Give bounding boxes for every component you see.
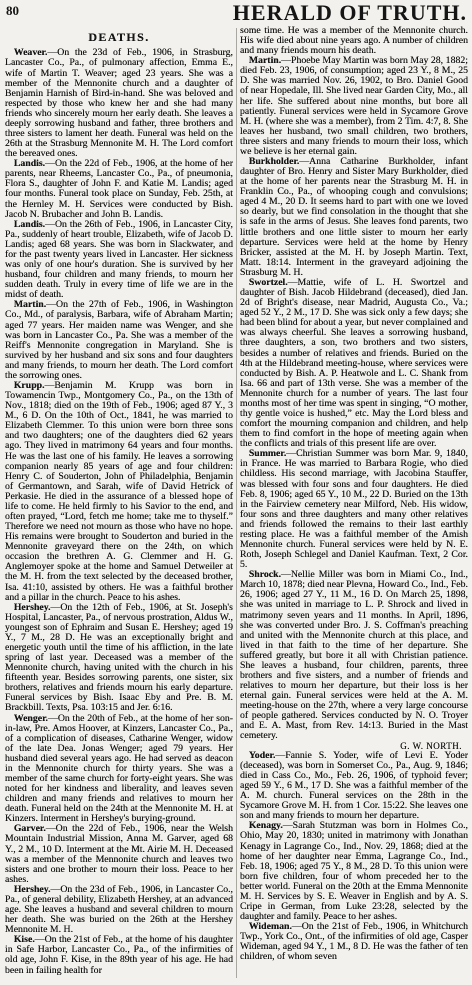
obituary-hershey-aldus — [5, 603, 233, 714]
obituary-yoder — [240, 751, 468, 822]
entry-surname: Yoder. — [248, 749, 276, 761]
entry-text: —On the 21st of Feb., at the home of his daughter in Safe Harbor, Lancaster Co., Pa., of the infirmities of old age, John F. Kise, in the 89th year of his age. He had been in failing health for — [5, 934, 233, 976]
column-rule — [236, 28, 237, 978]
obituary-krupp — [5, 381, 233, 603]
entry-text: —On the 21st of Feb., 1906, in Whitchurch Twp., York Co., Ont., of the infirmities of old age, Casper Wideman, aged 94 Y., 1 M., 8 D. He was the father of ten children, of whom seven — [240, 921, 468, 963]
entry-text: —Phoebe May Martin was born May 28, 1882; died Feb. 23, 1906, of consumption; aged 23 Y., 8 M., 25 D. She was married Nov. 26, 1902, to Bro. Daniel Good of near Hopedale, Ill. She lived near Garden City, Mo., all her life. She suffered about nine months, but bore all patiently. Funeral services were held in Sycamore Grove M. H. (where she was a member), from 2 Tim. 4:7, 8. She leaves her husband, two small children, two brothers, three sisters and many friends to mourn their loss, which we believe is her eternal gain. — [240, 55, 468, 157]
entry-text: —On the 26th of Feb., 1906, in Lancaster City, Pa., suddenly of heart trouble, Elizabeth, wife of Jacob D. Landis; aged 68 years. She was born in Slackwater, and for the past twenty years lived in Lancaster. Her sickness was only of one hour's duration. She is survived by her husband, four children and many friends, to mourn her sudden death. Truly in every time of life we are in the midst of death. — [5, 218, 233, 301]
entry-text: —On the 20th of Feb., at the home of her son-in-law, Pre. Amos Hoover, at Kinzers, Lancaster Co., Pa., of a complication of diseases, Catharine Wenger, widow of the late Dea. Jonas Wenger; aged 79 years. Her husband died several years ago. He had served as deacon in the Mennonite church for thirty years. She was a member of the same church for forty-eight years. She was noted for her kindness and liberality, and leaves seven children and many friends and relatives to mourn her death. Funeral held on the 24th at the Mennonite M. H. at Kinzers. Interment in Hershey's burying-ground. — [5, 712, 233, 825]
right-column — [240, 26, 468, 981]
entry-text: —On the 23d of Feb., 1906, in Lancaster Co., Pa., of general debility, Elizabeth Hershey, at an advanced age. She leaves a husband and several children to mourn her death. She was buried on the 26th at the Hershey Mennonite M. H. — [5, 883, 233, 936]
entry-text: —Christian Summer was born Mar. 9, 1840, in France. He was married to Barbara Rogie, who died childless. His second marriage, with Jacobina Stauffer, was blessed with four sons and four daughters. He died Feb. 8, 1906; aged 65 Y., 10 M., 22 D. Buried on the 13th in the Fairview cemetery near Milford, Neb. His widow, four sons and three daughters and many other relatives and friends followed the remains to their last earthly resting place. He was a faithful member of the Amish Mennonite church. Funeral services were held by N. E. Roth, Joseph Schlegel and Daniel Kaufman. Text, 2 Cor. 5. — [240, 448, 468, 571]
masthead-title: HERALD OF TRUTH. — [232, 0, 467, 25]
entry-surname: Wideman. — [248, 921, 292, 933]
entry-text: —Nellie Miller was born in Miami Co., Ind., March 10, 1878; died near Plevna, Howard Co., Ind., Feb. 26, 1906; aged 27 Y., 11 M., 16 D. On March 25, 1898, she was united in marriage to L. P. Shrock and lived in matrimony seven years and 11 months. In April, 1896, she was converted under Bro. J. S. Coffman's preaching and united with the Mennonite church at this place, and lived in that faith to the time of her departure. She suffered greatly, but bore it all with Christian patience. She leaves a husband, four children, parents, three brothers and five sisters, and a number of friends and relatives to mourn her departure, but their loss is her eternal gain. Funeral services were held at the A. M. meeting-house on the 27th, where a very large concourse of people gathered. Services conducted by N. O. Troyer and E. A. Mast, from Rev. 14:13. Buried in the Mast cemetery. — [240, 569, 468, 742]
obituary-martin-phoebe — [240, 56, 468, 157]
obituary-hershey-elizabeth — [5, 885, 233, 935]
obituary-burkholder — [240, 157, 468, 278]
entry-text: —On the 12th of Feb., 1906, at St. Joseph's Hospital, Lancaster, Pa., of nervous prostration, Aldus W., youngest son of Ephraim and Susan E. Hershey; aged 19 Y., 7 M., 28 D. He was an exceptionally bright and energetic youth until the time of his affliction, in the late spring of last year. Deceased was a member of the Mennonite church, having united with the church in his fifteenth year. Besides sorrowing parents, one sister, six brothers, relatives and friends mourn his early departure. Funeral services by Bish. Isaac Eby and Pre. B. M. Brackbill. Texts, Psa. 103:15 and Jer. 6:16. — [5, 601, 233, 714]
entry-text: —On the 27th of Feb., 1906, in Washington Co., Md., of paralysis, Barbara, wife of Abraham Martin; aged 77 years. Her maiden name was Wenger, and she was born in Lancaster Co., Pa. She was a member of the Reiff's Mennonite congregation in Maryland. She is survived by her husband and six sons and four daughters and many friends, to mourn her death. The Lord comfort the sorrowing ones. — [5, 299, 233, 381]
entry-surname: Landis. — [13, 158, 46, 170]
obituary-weaver — [5, 48, 233, 159]
obituary-kise-continued — [240, 26, 468, 56]
obituary-swortzel — [240, 278, 468, 449]
entry-text: —Anna Catharine Burkholder, infant daughter of Bro. Henry and Sister Mary Burkholder, died at the home of her parents near the Strasburg M. H. in Franklin Co., Pa., of whooping cough and convulsions; aged 4 M., 20 D. It seems hard to part with one we loved so dearly, but we find consolation in the thought that she is safe in the arms of Jesus. She leaves fond parents, two little brothers and one little sister to mourn her early departure. Services were held at the home by Henry Bricker, assisted at the M. H. by Joseph Martin. Text, Matt. 18:14. Interment in the graveyard adjoining the Strasburg M. H. — [240, 156, 468, 278]
entry-surname: Hershey. — [13, 601, 51, 613]
entry-text: some time. He was a member of the Mennonite church. His wife died about nine years ago. A number of children and many friends mourn his death. — [240, 26, 468, 57]
obituary-martin-barbara — [5, 300, 233, 381]
entry-surname: Kise. — [13, 934, 35, 946]
entry-surname: Martin. — [248, 55, 282, 67]
page-number: 80 — [6, 3, 19, 18]
entry-surname: Hershey. — [13, 883, 51, 895]
entry-surname: Burkholder. — [248, 156, 300, 168]
entry-surname: Landis. — [13, 218, 46, 230]
entry-text: —Benjamin M. Krupp was born in Towamencin Twp., Montgomery Co., Pa., on the 13th of Nov., 1818; died on the 19th of Feb., 1906; aged 87 Y., 3 M., 6 D. On the 10th of Oct., 1841, he was married to Elizabeth Clemmer. To this union were born three sons and two daughters; one of the daughters died 62 years ago. They lived in matrimony 64 years and four months. He was the last one of his family. He leaves a sorrowing companion nearly 85 years of age and four children: Henry C. of Souderton, John of Philadelphia, Benjamin of Germantown, and Sarah, wife of David Hetrick of Perkasie. He died in the assurance of a blessed hope of life to come. He held firmly to his Savior to the end, and often prayed, “Lord, fetch me home; take me to thyself.” Therefore we need not mourn as those who have no hope. His remains were brought to Souderton and buried in the Mennonite graveyard there on the 24th, on which occasion the brethren A. G. Clemmer and H. G. Anglemoyer spoke at the home and Samuel Detweiler at the M. H. from the text selected by the deceased brother, Isa. 41:10, assisted by others. He was a faithful brother and a pillar in the church. Peace to his ashes. — [5, 379, 233, 603]
entry-surname: Weaver. — [13, 47, 48, 59]
entry-text: —On the 23d of Feb., 1906, in Strasburg, Lancaster Co., Pa., of pulmonary affection, Emma E., wife of Martin T. Weaver; aged 23 years. She was a member of the Mennonite church and a daughter of Benjamin Harnish of Bird-in-hand. She was beloved and respected by those who knew her and she had many friends who sincerely mourn her early death. She leaves a deeply sorrowing husband and father, three brothers and three sisters to lament her death. Funeral was held on the 26th at the Strasburg Mennonite M. H. The Lord comfort the bereaved ones. — [5, 47, 233, 160]
section-heading: DEATHS. — [88, 30, 150, 44]
entry-surname: Shrock. — [248, 569, 282, 581]
correspondent-signature: G. W. NORTH. — [400, 740, 462, 751]
obituary-garver — [5, 824, 233, 884]
entry-surname: Wenger. — [13, 712, 49, 724]
entry-surname: Kenagy. — [248, 820, 283, 832]
obituary-wideman — [240, 922, 468, 962]
entry-text: —On the 22d of Feb., 1906, at the home of her parents, near Rheems, Lancaster Co., Pa., of pneumonia, Flora S., daughter of John F. and Katie M. Landis; aged four months. Funeral took place on Sunday, Feb. 25th, at the Hernley M. H. Services were conducted by Bish. Jacob N. Brubacher and John B. Landis. — [5, 158, 233, 220]
entry-surname: Martin. — [13, 299, 47, 311]
entry-text: —Mattie, wife of L. H. Swortzel and daughter of Bish. Jacob Hildebrand (deceased), died Jan. 2d of Bright's disease, near Madrid, Augusta Co., Va.; aged 52 Y., 2 M., 17 D. She was sick only a few days; she had been blind for about a year, but never complained and was always cheerful. She leaves a sorrowing husband, three daughters, a son, two brothers and two sisters, besides a number of relatives and friends. Buried on the 4th at the Hildebrand meeting-house, where services were conducted by Bish. A. P. Heatwole and L. C. Shank from Isa. 66 and part of 13th verse. She was a member of the Mennonite church for a number of years. The last four months most of her time was spent in singing, “O mother, thy gentle voice is hushed,” etc. May the Lord bless and comfort the mourning companion and children, and help them to find comfort in the hope of meeting again when the conflicts and trials of this present life are over. — [240, 276, 468, 450]
obituary-kenagy — [240, 821, 468, 922]
left-column — [5, 27, 233, 981]
entry-surname: Garver. — [13, 823, 46, 835]
entry-text: —Sarah Stutzman was born in Holmes Co., Ohio, May 20, 1830; united in matrimony with Jonathan Kenagy in Lagrange Co., Ind., Nov. 29, 1868; died at the home of her daughter near Emma, Lagrange Co., Ind., Feb. 18, 1906; aged 75 Y., 8 M., 28 D. To this union were born five children, four of whom preceded her to the better world. Funeral on the 20th at the Emma Mennonite M. H. Services by S. E. Weaver in English and by A. S. Cripe in German, from Luke 23:28, selected by the daughter and family. Peace to her ashes. — [240, 820, 468, 923]
entry-text: —Fannie S. Yoder, wife of Levi E. Yoder (deceased), was born in Somerset Co., Pa., Aug. 9, 1846; died in Cass Co., Mo., Feb. 26, 1906, of typhoid fever; aged 59 Y., 6 M., 17 D. She was a faithful member of the A. M. church. Funeral services on the 28th in the Sycamore Grove M. H. from 1 Cor. 15:22. She leaves one son and many friends to mourn her departure. — [240, 749, 468, 822]
entry-text: —On the 22d of Feb., 1906, near the Welsh Mountain Industrial Mission, Anna M. Garver, aged 68 Y., 2 M., 10 D. Interment at the Mt. Airie M. H. Deceased was a member of the Mennonite church and leaves two sisters and one brother to mourn their loss. Peace to her ashes. — [5, 823, 233, 885]
obituary-wenger — [5, 714, 233, 825]
obituary-landis-flora — [5, 159, 233, 219]
obituary-landis-elizabeth — [5, 220, 233, 301]
entry-surname: Swortzel. — [248, 276, 288, 288]
obituary-kise — [5, 935, 233, 975]
obituary-shrock — [240, 570, 468, 751]
obituary-summer — [240, 449, 468, 570]
entry-surname: Krupp. — [13, 379, 45, 391]
entry-surname: Summer. — [248, 448, 287, 460]
